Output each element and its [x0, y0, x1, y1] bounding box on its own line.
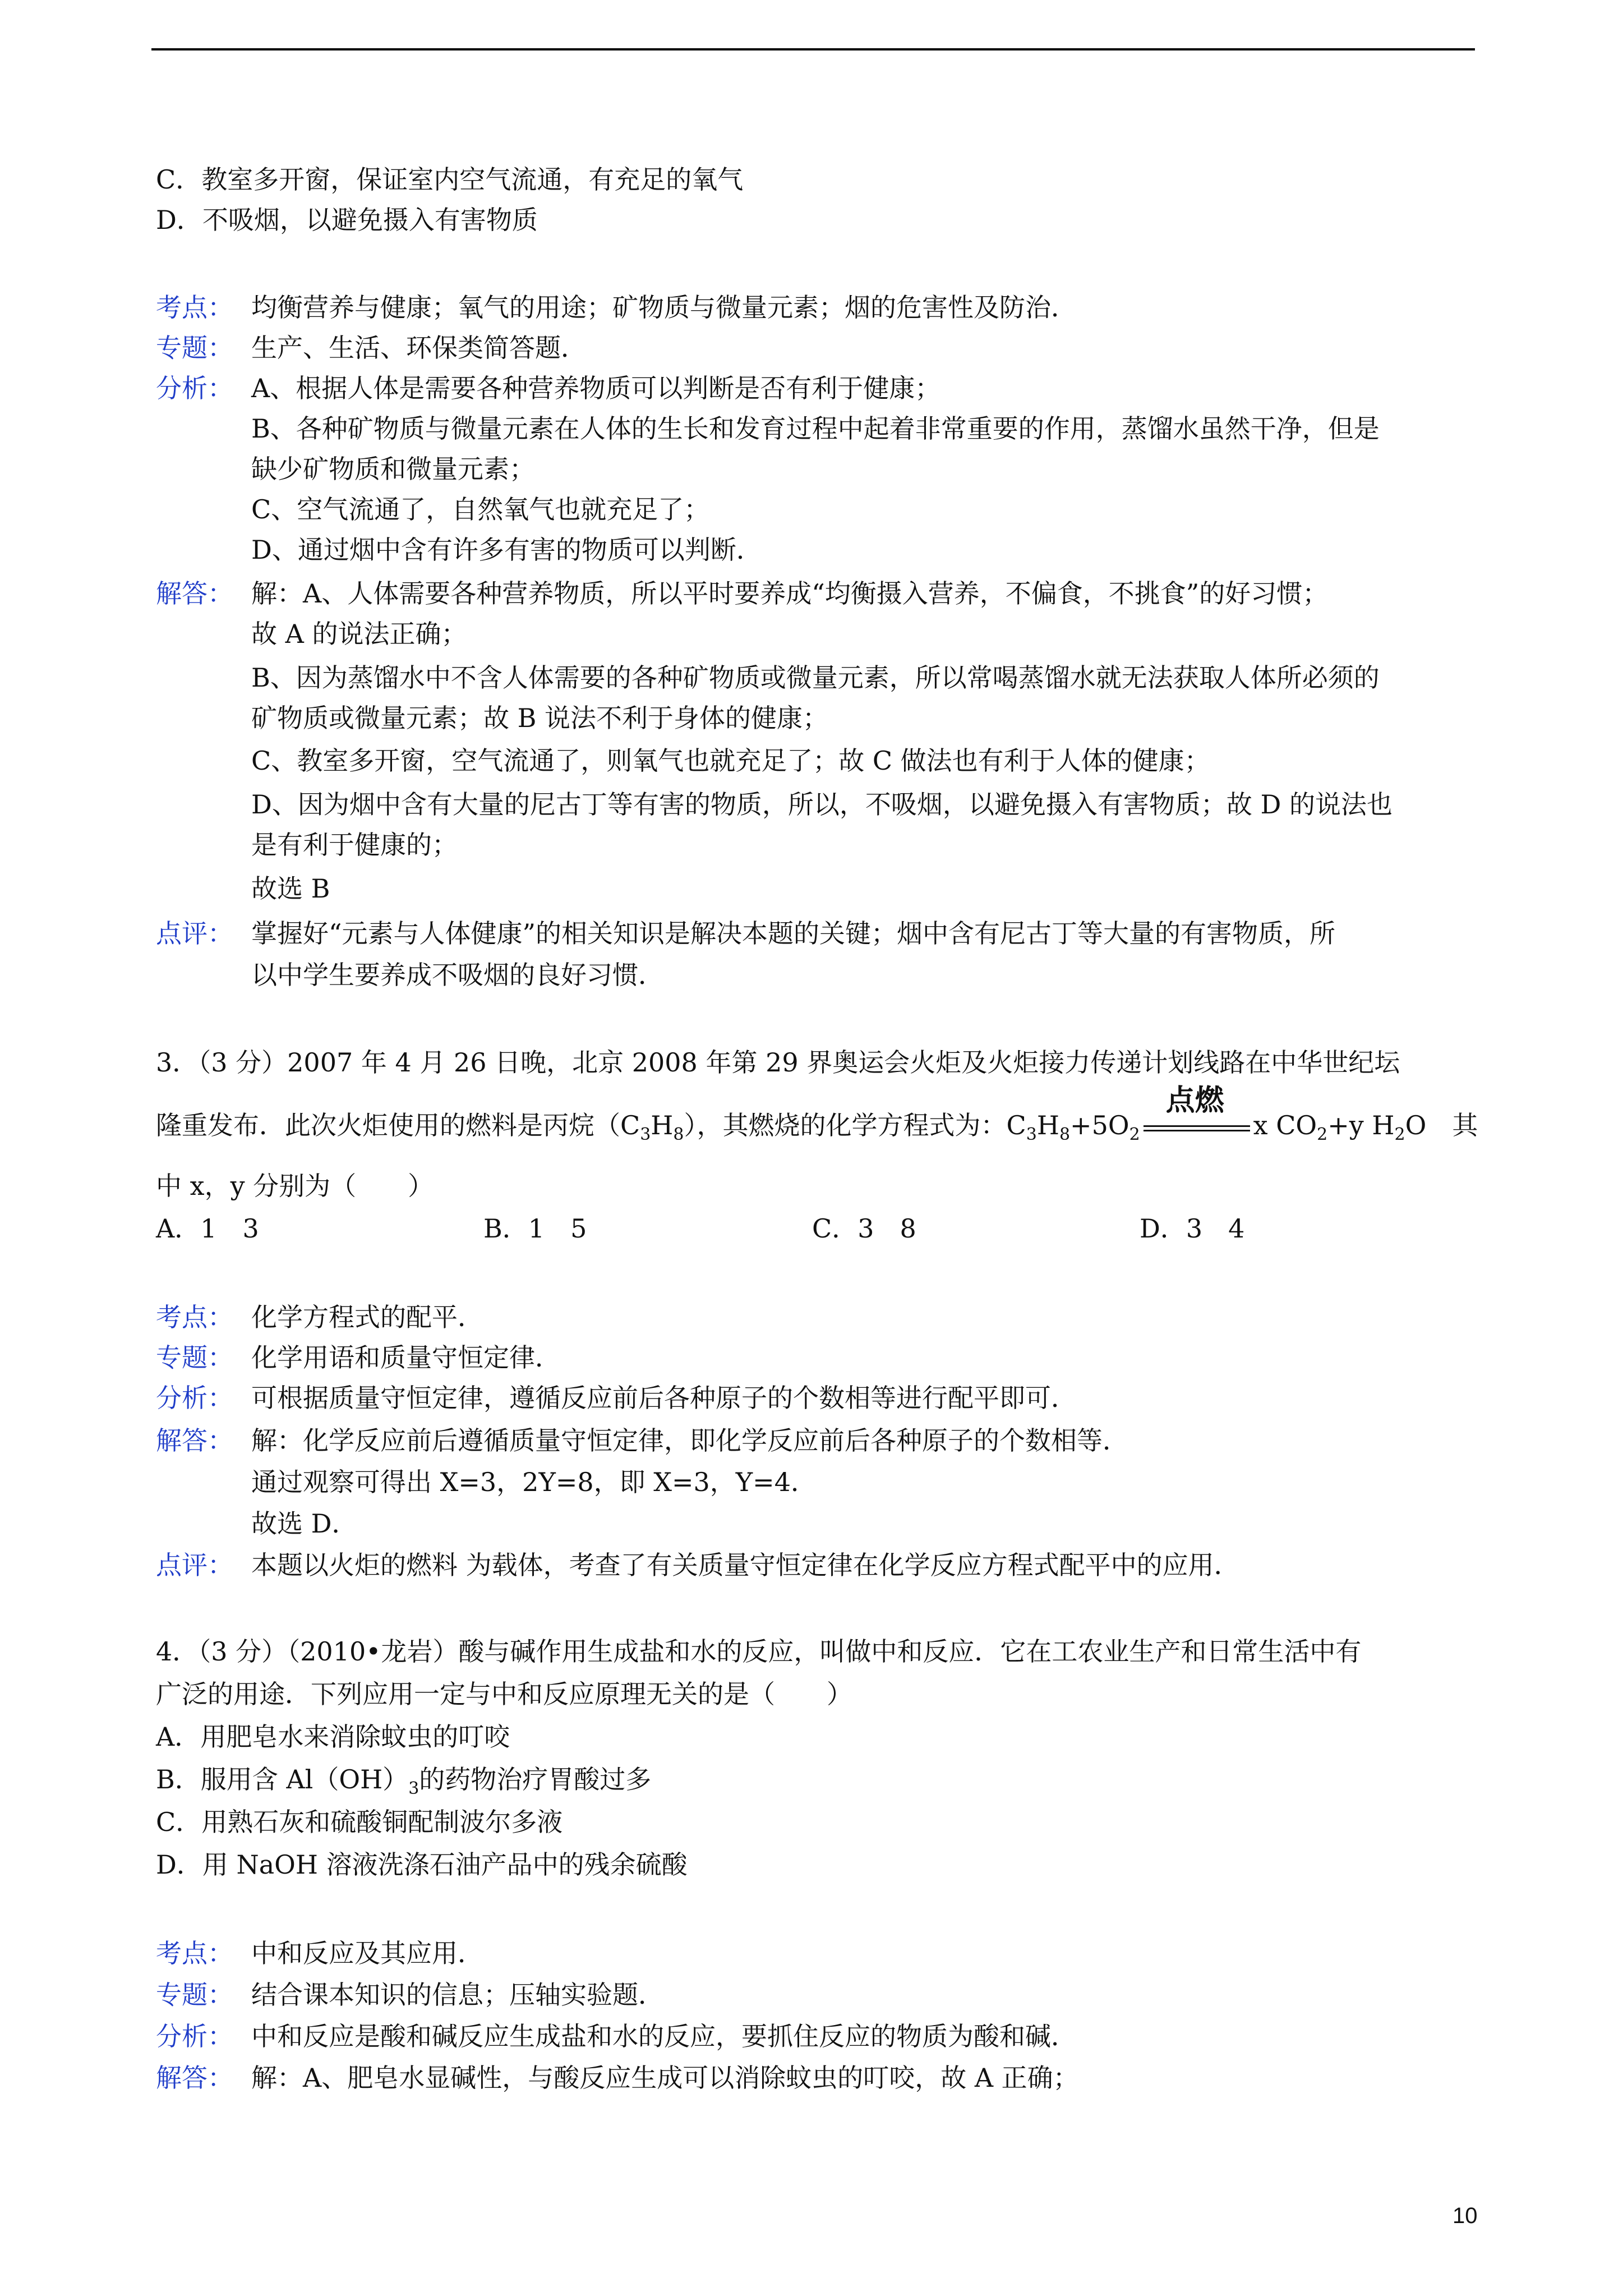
jieda-line: C、教室多开窗，空气流通了，则氧气也就充足了；故 C 做法也有利于人体的健康；	[251, 746, 1210, 776]
reaction-arrow	[1144, 1083, 1250, 1142]
kaodian-label: 考点：	[156, 292, 233, 323]
reaction-condition: 点燃	[1165, 1083, 1224, 1117]
dianping-text: 本题以火炬的燃料 为载体，考查了有关质量守恒定律在化学反应方程式配平中的应用．	[251, 1550, 1240, 1580]
jieda-text: 解：A、肥皂水显碱性，与酸反应生成可以消除蚊虫的叮咬，故 A 正确；	[251, 2063, 1079, 2093]
jieda-line: 故选 B	[251, 873, 330, 904]
dianping-line: 以中学生要养成不吸烟的良好习惯．	[251, 960, 664, 990]
fenxi-label: 分析：	[156, 1383, 233, 1413]
q4-option-b: B．服用含 $Al(OH)_3$的药物治疗胃酸过多	[156, 1764, 652, 1798]
jieda-line: D、因为烟中含有大量的尼古丁等有害的物质，所以，不吸烟，以避免摄入有害物质；故 D 的说法也	[251, 789, 1393, 820]
q3-option-d: D．3 4	[1140, 1213, 1245, 1244]
q3-stem-line2: 隆重发布．此次火炬使用的燃料是丙烷$(C_3H_8)$，其燃烧的化学方程式为：$C_3H_8+5O_2$ 点燃 x $CO_2+y$ $H_2O$ 其	[156, 1083, 1478, 1144]
header-rule	[151, 48, 1475, 50]
q3-stem-line1: 3．（3 分）2007 年 4 月 26 日晚，北京 2008 年第 29 界奥运会火炬及火炬接力传递计划线路在中华世纪坛	[156, 1047, 1400, 1078]
jieda-line: 解：A、人体需要各种营养物质，所以平时要养成“均衡摄入营养，不偏食，不挑食”的好习惯；	[251, 578, 1329, 609]
fenxi-label: 分析：	[156, 2021, 233, 2051]
dianping-label: 点评：	[156, 918, 233, 949]
q3-option-a: A．1 3	[156, 1213, 259, 1244]
jieda-line: 是有利于健康的；	[251, 830, 458, 860]
fenxi-line: 缺少矿物质和微量元素；	[251, 454, 535, 484]
kaodian-text: 中和反应及其应用．	[251, 1938, 483, 1968]
fenxi-line: D、通过烟中含有许多有害的物质可以判断．	[251, 535, 762, 565]
jieda-label: 解答：	[156, 578, 233, 609]
option-c: C．教室多开窗，保证室内空气流通，有充足的氧气	[156, 164, 744, 195]
jieda-line: B、因为蒸馏水中不含人体需要的各种矿物质或微量元素，所以常喝蒸馏水就无法获取人体所必须的	[251, 662, 1380, 693]
jieda-line: 矿物质或微量元素；故 B 说法不利于身体的健康；	[251, 703, 829, 733]
fenxi-text: 中和反应是酸和碱反应生成盐和水的反应，要抓住反应的物质为酸和碱．	[251, 2021, 1077, 2051]
fenxi-text: 可根据质量守恒定律，遵循反应前后各种原子的个数相等进行配平即可．	[251, 1383, 1077, 1413]
q4-stem-line1: 4．（3 分）（2010•龙岩）酸与碱作用生成盐和水的反应，叫做中和反应．它在工农业生产和日常生活中有	[156, 1636, 1362, 1667]
q4-option-a: A．用肥皂水来消除蚊虫的叮咬	[156, 1722, 510, 1752]
q4-option-d: D．用 NaOH 溶液洗涤石油产品中的残余硫酸	[156, 1849, 688, 1880]
zhuanti-text: 化学用语和质量守恒定律．	[251, 1342, 561, 1373]
q3-option-c: C．3 8	[812, 1213, 916, 1244]
kaodian-label: 考点：	[156, 1302, 233, 1332]
fenxi-line: B、各种矿物质与微量元素在人体的生长和发育过程中起着非常重要的作用，蒸馏水虽然干净，但是	[251, 413, 1380, 444]
jieda-line: 通过观察可得出 X=3，2Y=8，即 X=3，Y=4．	[251, 1467, 817, 1497]
page-number: 10	[1453, 2203, 1478, 2228]
zhuanti-label: 专题：	[156, 1980, 233, 2010]
q4-stem-line2: 广泛的用途．下列应用一定与中和反应原理无关的是（ ）	[156, 1679, 852, 1709]
kaodian-label: 考点：	[156, 1938, 233, 1968]
jieda-label: 解答：	[156, 2063, 233, 2093]
zhuanti-text: 生产、生活、环保类简答题．	[251, 333, 587, 363]
q4-option-c: C．用熟石灰和硫酸铜配制波尔多液	[156, 1807, 563, 1837]
jieda-line: 故 A 的说法正确；	[251, 619, 467, 649]
q3-option-b: B．1 5	[483, 1213, 587, 1244]
zhuanti-label: 专题：	[156, 1342, 233, 1373]
jieda-label: 解答：	[156, 1425, 233, 1456]
kaodian-text: 均衡营养与健康；氧气的用途；矿物质与微量元素；烟的危害性及防治．	[251, 292, 1077, 323]
q3-stem-line3: 中 x，y 分别为（ ）	[156, 1171, 434, 1201]
dianping-line: 掌握好“元素与人体健康”的相关知识是解决本题的关键；烟中含有尼古丁等大量的有害物质，所	[251, 918, 1336, 949]
zhuanti-label: 专题：	[156, 333, 233, 363]
jieda-line: 故选 D．	[251, 1508, 358, 1539]
fenxi-label: 分析：	[156, 373, 233, 403]
zhuanti-text: 结合课本知识的信息；压轴实验题．	[251, 1980, 664, 2010]
kaodian-text: 化学方程式的配平．	[251, 1302, 483, 1332]
fenxi-line: A、根据人体是需要各种营养物质可以判断是否有利于健康；	[251, 373, 941, 403]
fenxi-line: C、空气流通了，自然氧气也就充足了；	[251, 494, 710, 524]
jieda-line: 解：化学反应前后遵循质量守恒定律，即化学反应前后各种原子的个数相等．	[251, 1425, 1128, 1456]
option-d: D．不吸烟，以避免摄入有害物质	[156, 205, 538, 235]
dianping-label: 点评：	[156, 1550, 233, 1580]
